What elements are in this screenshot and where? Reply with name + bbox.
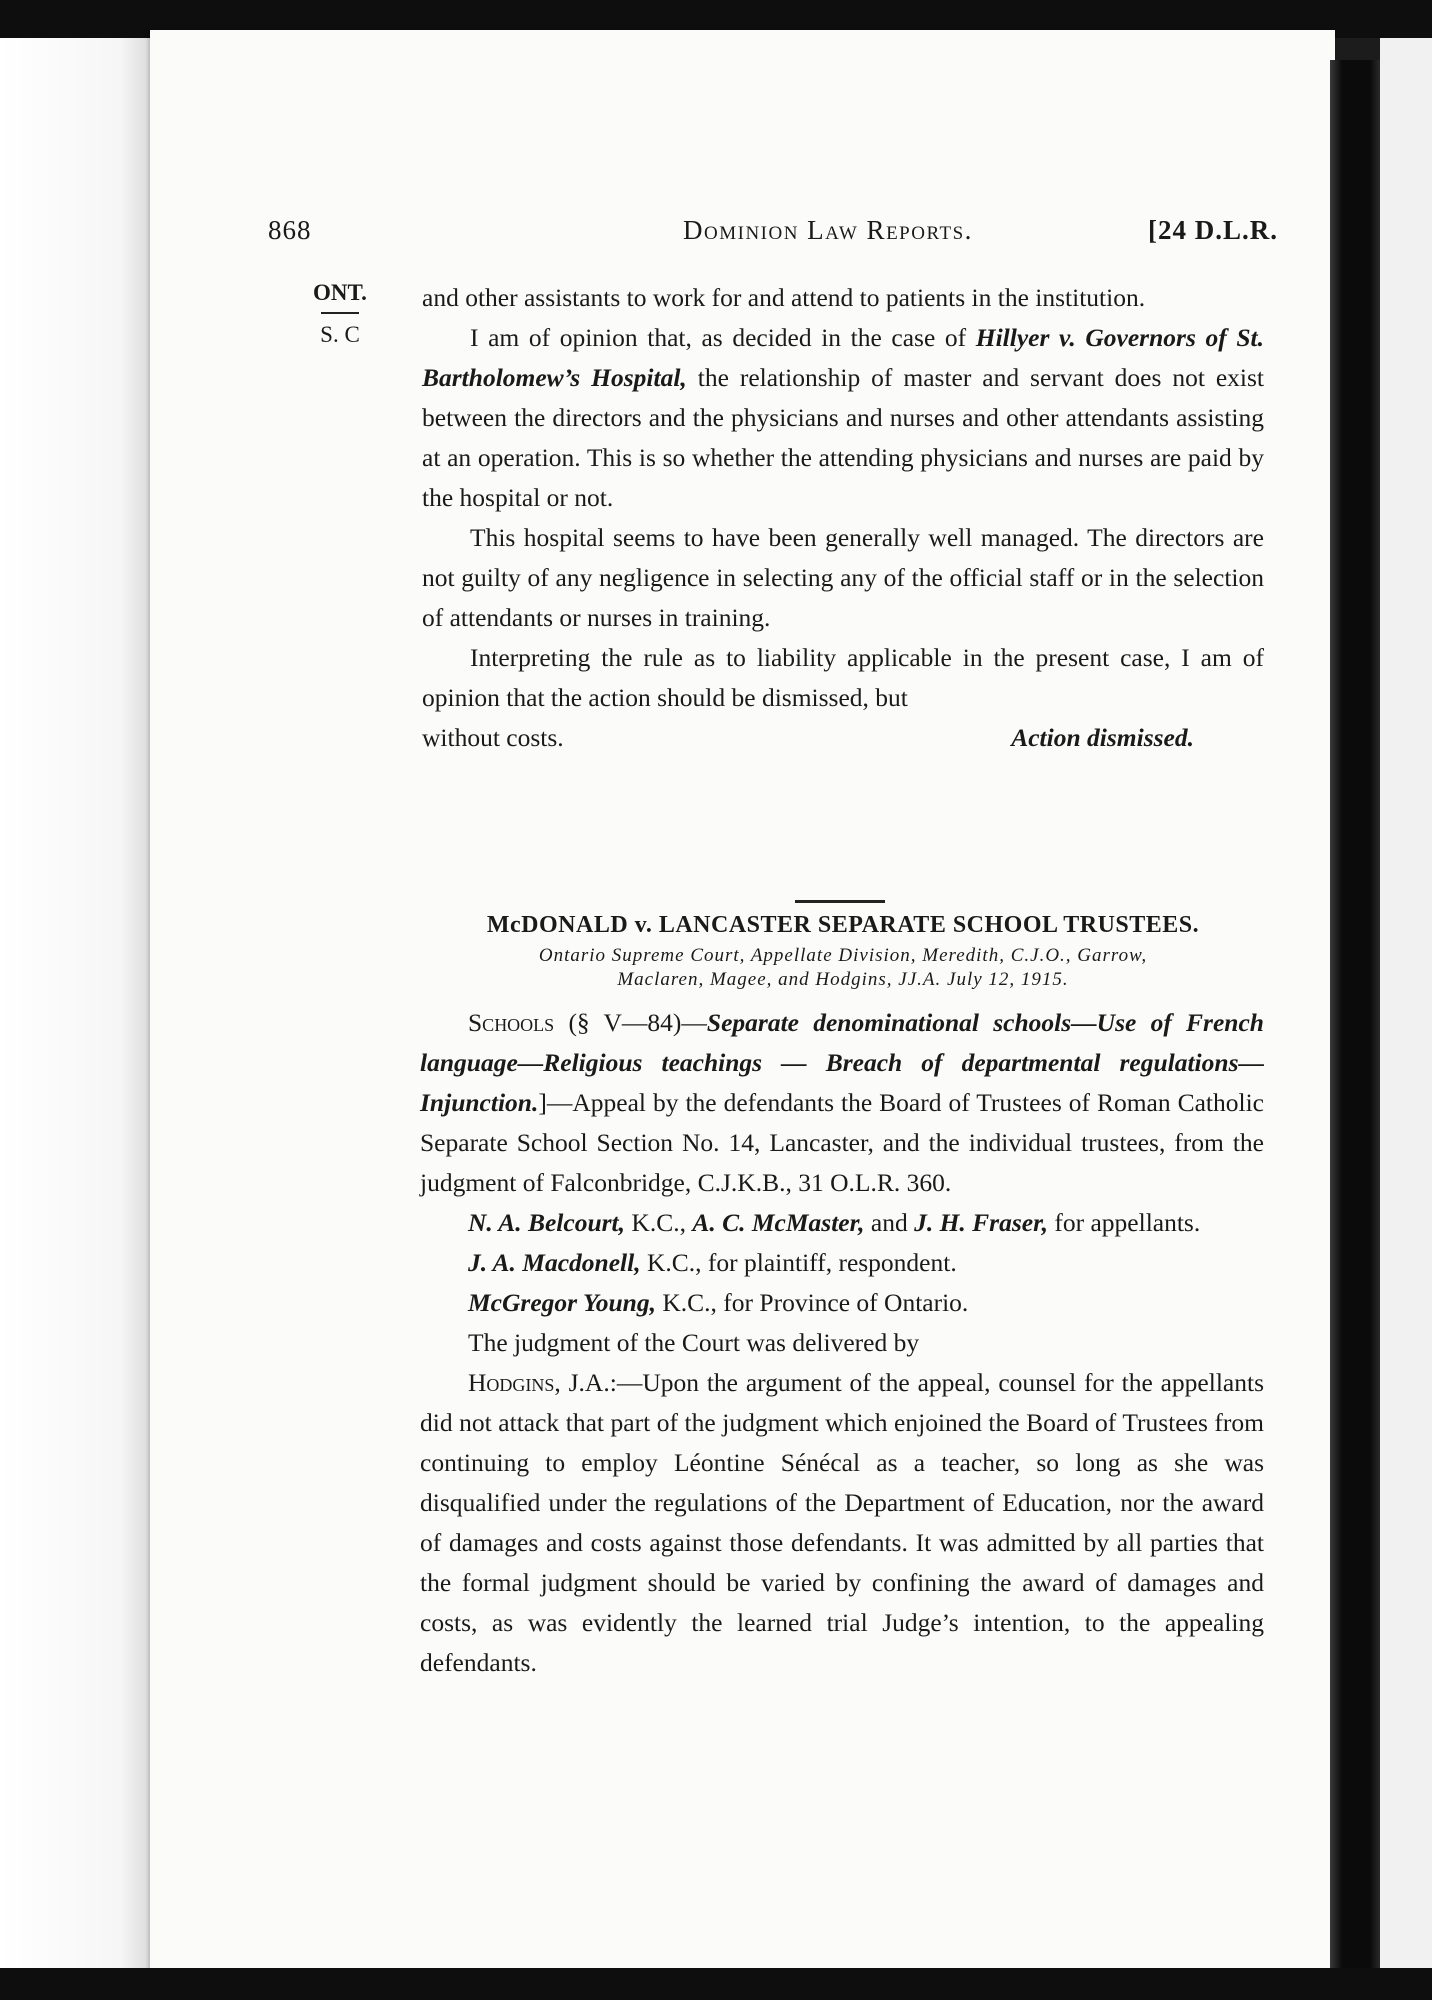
paragraph: and other assistants to work for and attend to patients in the institution. [422, 283, 1146, 312]
delivered-by: The judgment of the Court was delivered by [468, 1328, 920, 1357]
court-line [422, 944, 1264, 992]
headnote-keywords: Separate denominational schools—Use of French language—Religious teachings — Breach of departmental regulations—Injunction. [420, 1008, 1264, 1117]
running-head [268, 215, 1278, 255]
margin-rule [321, 312, 359, 314]
court-line-1: Ontario Supreme Court, Appellate Division, Meredith, C.J.O., Garrow, [538, 945, 1148, 966]
report-reference: [24 D.L.R. [1148, 215, 1278, 245]
case-result: Action dismissed. [1011, 723, 1194, 752]
court-line-2: Maclaren, Magee, and Hodgins, JJ.A. July 12, 1915. [617, 969, 1069, 990]
headnote-topic: Schools [468, 1008, 555, 1037]
margin-court: S. C [320, 322, 360, 347]
headnote: Schools (§ V—84)—Separate denominational schools—Use of French language—Religious teachings — Breach of departmental regulations—Injunction.]—Appeal by the defendants the Board of Trustees of Roman Catholic Separate School Section No. 14, Lancaster, and the individual trustees, from the judgment of Falconbridge, C.J.K.B., 31 O.L.R. 360. [420, 1008, 1264, 1197]
counsel-appellants: N. A. Belcourt, K.C., A. C. McMaster, and J. H. Fraser, for appellants. [468, 1208, 1201, 1237]
paragraph: Interpreting the rule as to liability applicable in the present case, I am of opinion that the action should be dismissed, but [422, 643, 1264, 712]
counsel-respondent: J. A. Macdonell, K.C., for plaintiff, respondent. [468, 1248, 957, 1277]
margin-province: ONT. [313, 280, 367, 305]
margin-note [310, 280, 370, 348]
counsel-province: McGregor Young, K.C., for Province of Ontario. [468, 1288, 969, 1317]
cited-case: Hillyer v. Governors of St. Bartholomew’s Hospital, [422, 323, 1264, 392]
new-case-text [420, 1003, 1264, 1683]
scan-bottom-border [0, 1968, 1432, 2000]
judgment: Hodgins, J.A.:—Upon the argument of the appeal, counsel for the appellants did not attack that part of the judgment which enjoined the Board of Trustees from continuing to employ Léontine Sénécal as a teacher, so long as she was disqualified under the regulations of the Department of Education, nor the award of damages and costs against those defendants. It was admitted by all parties that the formal judgment should be varied by confining the award of damages and costs, as was evidently the learned trial Judge’s intention, to the appealing defendants. [420, 1368, 1264, 1677]
judge-name: Hodgins, J.A. [468, 1368, 610, 1397]
paragraph-end: without costs. [422, 723, 564, 752]
closing-line [422, 718, 1264, 758]
journal-title: Dominion Law Reports. [683, 215, 973, 245]
book-gutter-shadow [1330, 60, 1380, 1970]
case-divider [795, 900, 885, 903]
previous-case-text [422, 278, 1264, 758]
facing-page-edge [1380, 38, 1432, 1968]
page-number: 868 [268, 215, 312, 245]
case-title: McDONALD v. LANCASTER SEPARATE SCHOOL TRUSTEES. [486, 912, 1200, 938]
paragraph: I am of opinion that, as decided in the case of Hillyer v. Governors of St. Bartholomew’s Hospital, the relationship of master and servant does not exist between the directors and the physicians and nurses and other attendants assisting at an operation. This is so whether the attending physicians and nurses are paid by the hospital or not. [422, 323, 1265, 512]
paragraph: This hospital seems to have been generally well managed. The directors are not guilty of any negligence in selecting any of the official staff or in the selection of attendants or nurses in training. [422, 523, 1264, 632]
